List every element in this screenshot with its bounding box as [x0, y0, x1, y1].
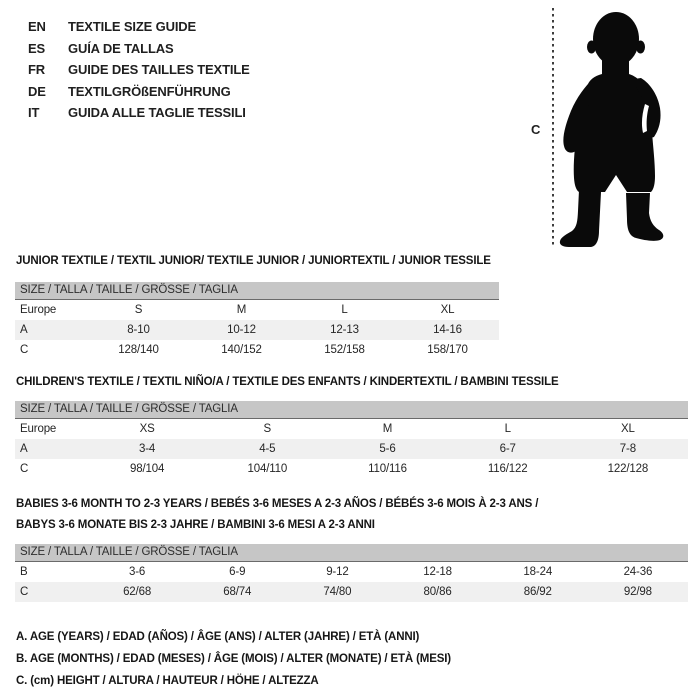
age-cell: 8-10 — [127, 324, 150, 336]
babies-size-table — [15, 544, 688, 602]
baby-silhouette-graphic — [560, 12, 663, 247]
months-cell: 9-12 — [326, 566, 349, 578]
months-cell: 6-9 — [229, 566, 246, 578]
babies-title-line-2: BABYS 3-6 MONATE BIS 2-3 JAHRE / BAMBINI 3-6 MESI A 2-3 ANNI — [16, 519, 375, 531]
baby-silhouette-icon — [548, 6, 698, 248]
table-row-height — [15, 459, 688, 479]
size-cell: XL — [621, 423, 635, 435]
row-label: C — [20, 463, 29, 475]
height-measure-label: C — [531, 122, 541, 137]
language-title-list — [28, 16, 250, 124]
babies-section-title — [16, 494, 538, 536]
height-cell: 98/104 — [129, 463, 165, 475]
lang-row-en — [28, 16, 250, 38]
row-label: C — [20, 344, 29, 356]
months-cell: 24-36 — [623, 566, 653, 578]
height-cell: 158/170 — [427, 344, 468, 356]
age-cell: 6-7 — [499, 443, 516, 455]
junior-size-table — [15, 282, 499, 360]
size-cell: L — [504, 423, 511, 435]
table-row-europe — [15, 300, 499, 320]
size-cell: M — [236, 304, 247, 316]
lang-title: TEXTILE SIZE GUIDE — [68, 19, 197, 34]
table-row-age — [15, 320, 499, 340]
age-cell: 3-4 — [139, 443, 156, 455]
row-label: C — [20, 586, 29, 598]
table-row-months — [15, 562, 688, 582]
size-cell: L — [341, 304, 348, 316]
height-cell: 86/92 — [523, 586, 552, 598]
size-table-header: SIZE / TALLA / TAILLE / GRÖSSE / TAGLIA — [15, 282, 499, 300]
row-label: Europe — [20, 304, 57, 316]
height-cell: 74/80 — [323, 586, 352, 598]
table-row-age — [15, 439, 688, 459]
size-table-header: SIZE / TALLA / TAILLE / GRÖSSE / TAGLIA — [15, 401, 688, 419]
lang-title: TEXTILGRÖßENFÜHRUNG — [68, 83, 231, 99]
size-table-header: SIZE / TALLA / TAILLE / GRÖSSE / TAGLIA — [15, 544, 688, 562]
lang-code: ES — [28, 40, 46, 56]
age-cell: 5-6 — [379, 443, 396, 455]
legend-line-c: C. (cm) HEIGHT / ALTURA / HAUTEUR / HÖHE / ALTEZZA — [16, 675, 319, 687]
row-label: Europe — [20, 423, 57, 435]
size-cell: S — [134, 304, 143, 316]
age-cell: 12-13 — [330, 324, 359, 336]
age-cell: 14-16 — [433, 324, 462, 336]
height-cell: 152/158 — [324, 344, 365, 356]
size-cell: XS — [139, 423, 155, 435]
row-label: A — [20, 324, 28, 336]
height-cell: 110/116 — [368, 463, 407, 475]
row-label: B — [20, 566, 28, 578]
months-cell: 3-6 — [128, 566, 146, 578]
lang-code: DE — [28, 83, 46, 99]
age-cell: 10-12 — [227, 324, 256, 336]
row-label: A — [20, 443, 28, 455]
lang-row-es — [28, 38, 250, 60]
lang-row-fr — [28, 59, 250, 81]
height-cell: 104/110 — [247, 463, 288, 475]
lang-row-it — [28, 102, 250, 124]
size-cell: XL — [440, 304, 455, 316]
lang-code: IT — [28, 105, 40, 120]
height-cell: 62/68 — [123, 586, 152, 598]
legend-notes — [16, 626, 451, 692]
height-cell: 122/128 — [607, 463, 649, 475]
junior-section-title: JUNIOR TEXTILE / TEXTIL JUNIOR/ TEXTILE JUNIOR / JUNIORTEXTIL / JUNIOR TESSILE — [16, 255, 491, 267]
size-cell: S — [263, 423, 272, 435]
height-cell: 128/140 — [118, 344, 159, 356]
lang-title: GUÍA DE TALLAS — [68, 40, 174, 56]
lang-title: GUIDA ALLE TAGLIE TESSILI — [68, 105, 246, 120]
height-cell: 140/152 — [221, 344, 262, 356]
age-cell: 4-5 — [259, 443, 276, 455]
legend-line-b: B. AGE (MONTHS) / EDAD (MESES) / ÂGE (MOIS) / ALTER (MONATE) / ETÀ (MESI) — [16, 653, 451, 665]
children-section-title: CHILDREN'S TEXTILE / TEXTIL NIÑO/A / TEXTILE DES ENFANTS / KINDERTEXTIL / BAMBINI TESSILE — [16, 376, 559, 388]
babies-title-line-1: BABIES 3-6 MONTH TO 2-3 YEARS / BEBÉS 3-6 MESES A 2-3 AÑOS / BÉBÉS 3-6 MOIS À 2-3 ANS / — [16, 498, 539, 510]
lang-row-de — [28, 81, 250, 103]
height-cell: 80/86 — [423, 586, 452, 598]
months-cell: 12-18 — [423, 566, 452, 578]
table-row-height — [15, 582, 688, 602]
lang-code: FR — [28, 62, 46, 77]
age-cell: 7-8 — [619, 443, 636, 455]
children-size-table — [15, 401, 688, 479]
size-cell: M — [382, 423, 393, 435]
lang-title: GUIDE DES TAILLES TEXTILE — [68, 62, 250, 77]
height-cell: 92/98 — [623, 586, 652, 598]
lang-code: EN — [28, 19, 46, 34]
months-cell: 18-24 — [523, 566, 553, 578]
height-cell: 68/74 — [223, 586, 252, 598]
table-row-height — [15, 340, 499, 360]
table-row-europe — [15, 419, 688, 439]
height-cell: 116/122 — [487, 463, 528, 475]
legend-line-a: A. AGE (YEARS) / EDAD (AÑOS) / ÂGE (ANS) / ALTER (JAHRE) / ETÀ (ANNI) — [16, 631, 420, 643]
